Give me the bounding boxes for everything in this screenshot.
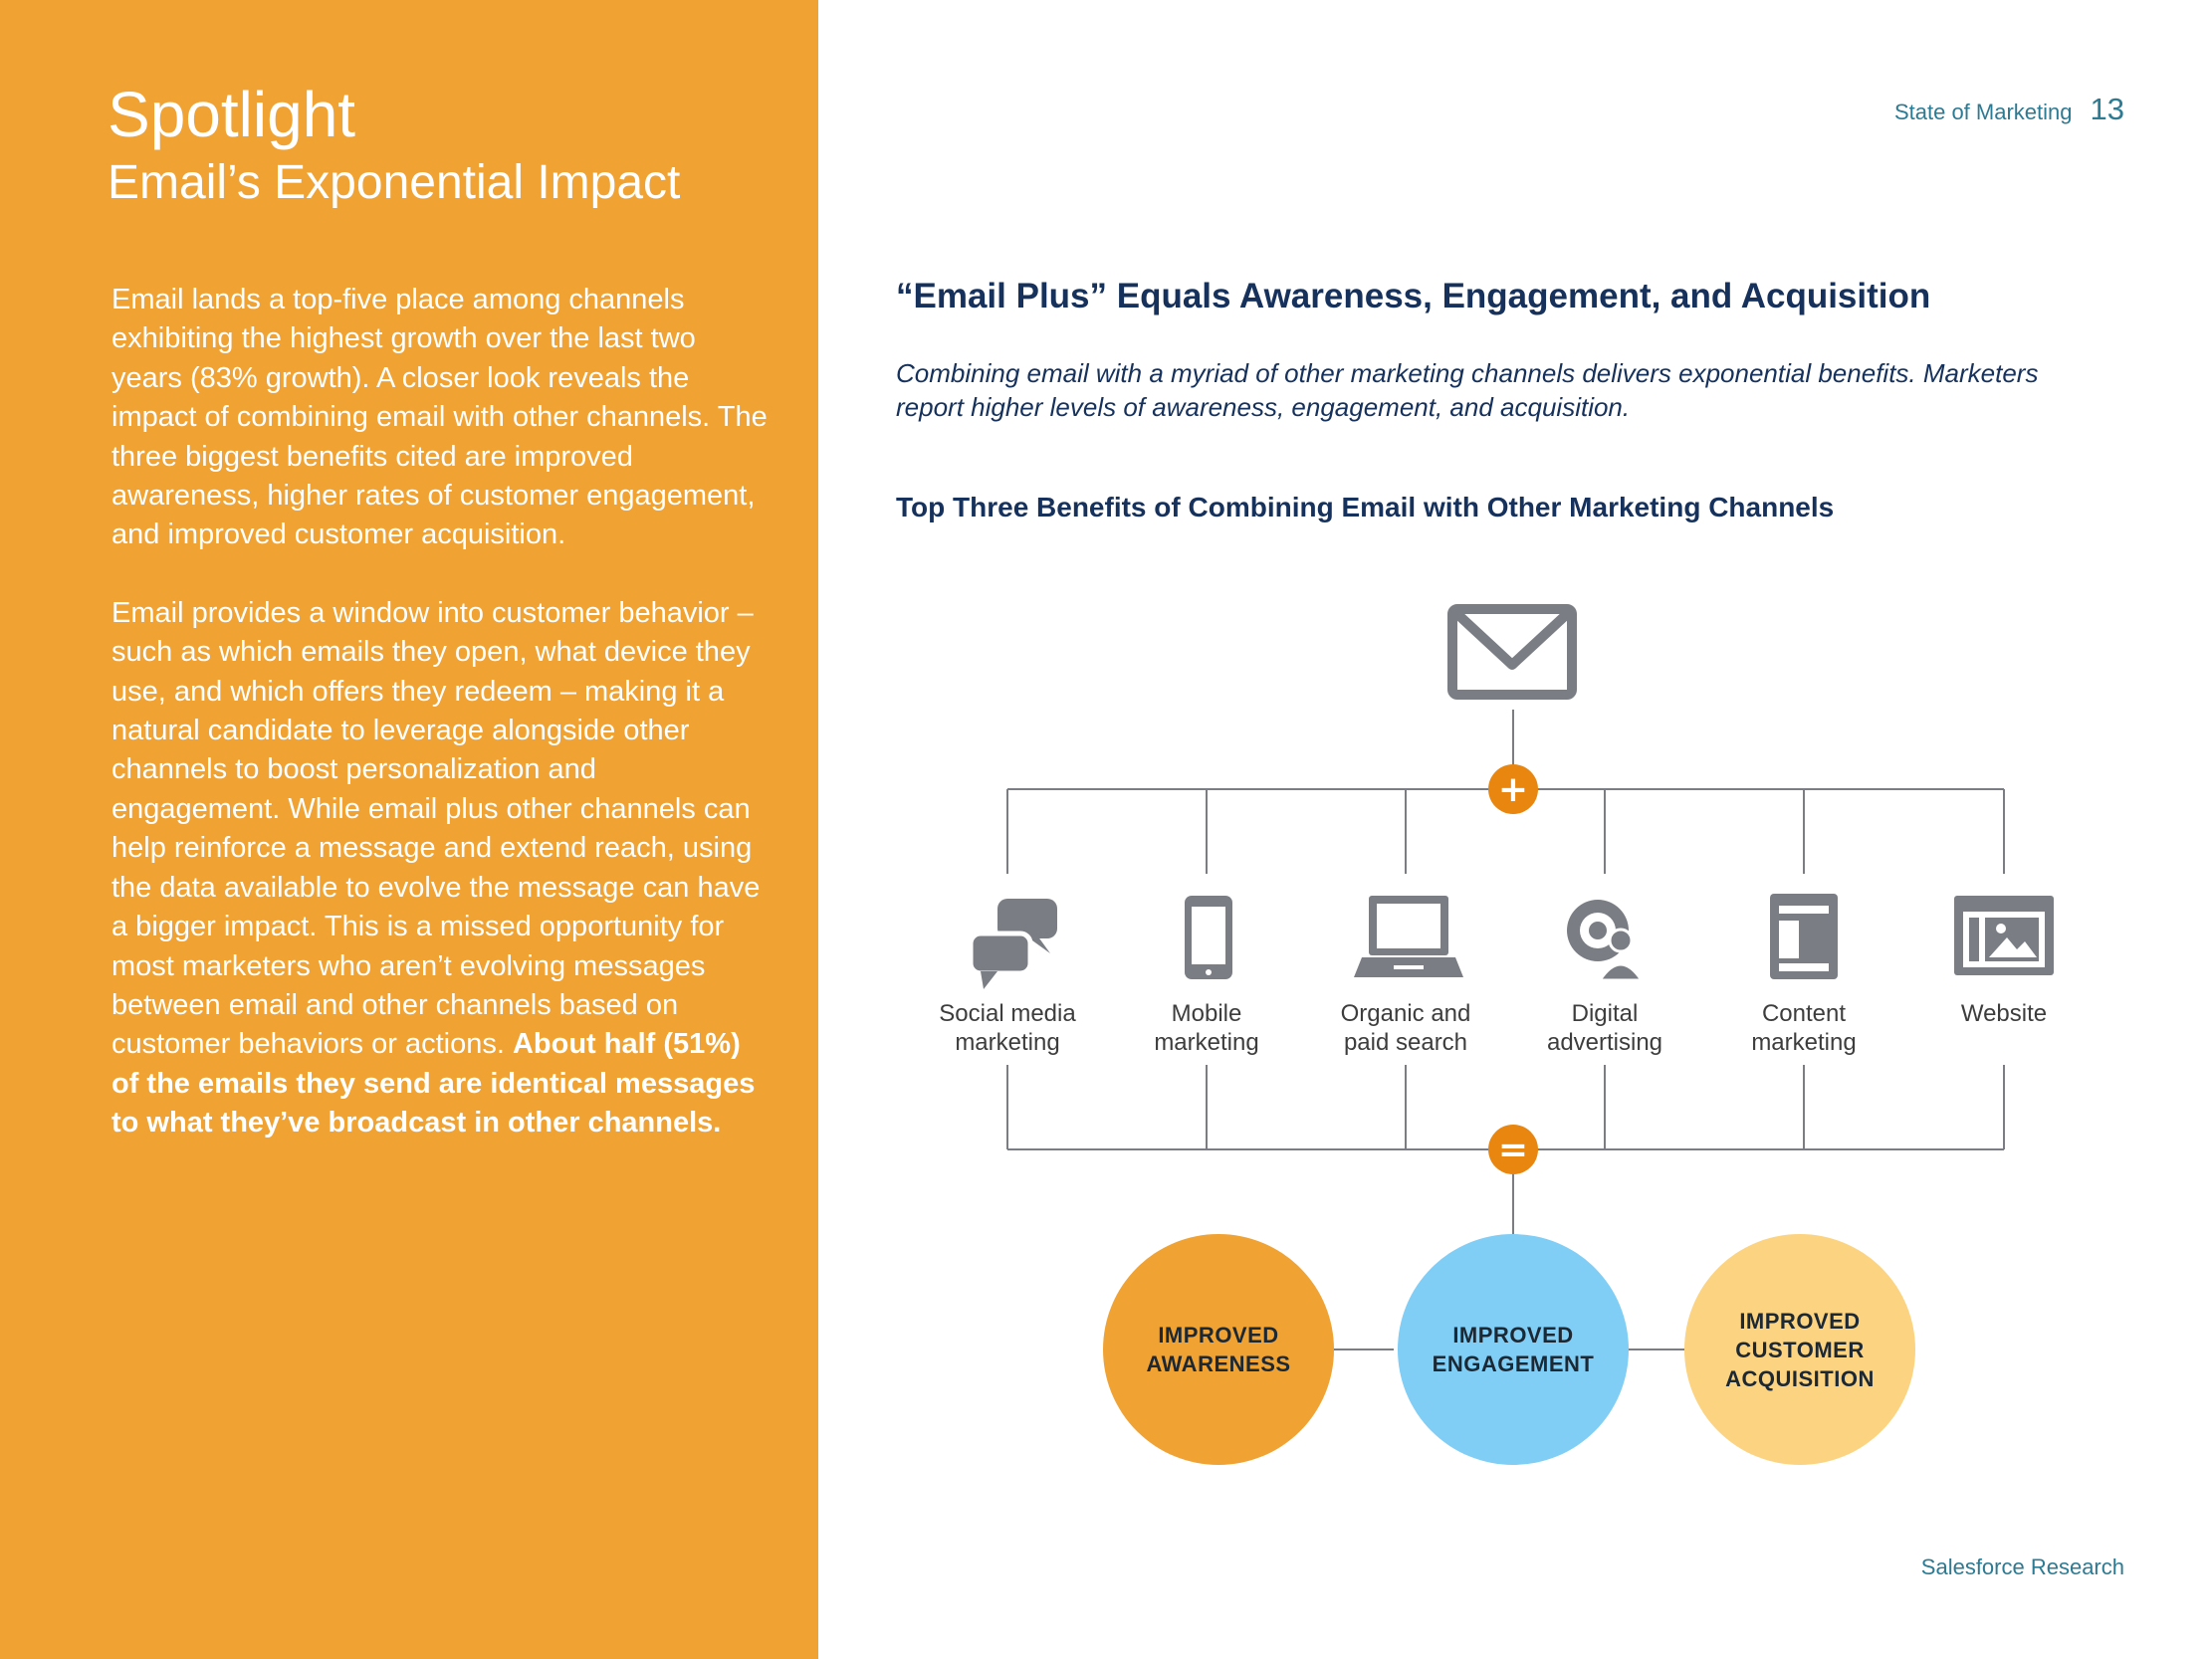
- footer-credit: Salesforce Research: [1920, 1555, 2124, 1579]
- channel-label-social-media: [898, 999, 1117, 1057]
- document-title: State of Marketing: [1893, 100, 2073, 124]
- outcome-engagement-label: IMPROVED ENGAGEMENT: [1432, 1323, 1595, 1376]
- target-person-icon: [1567, 900, 1642, 980]
- section-heading: “Email Plus” Equals Awareness, Engagement, and Acquisition: [896, 277, 1931, 315]
- intro-text: Combining email with a myriad of other marketing channels delivers exponential benefits. Marketers report higher levels of awareness, engagement, and acquisition.: [896, 358, 2039, 422]
- document-layout-icon: [1770, 894, 1838, 979]
- chart-title: Top Three Benefits of Combining Email with Other Marketing Channels: [896, 492, 1835, 522]
- channel-label-search: [1296, 999, 1515, 1057]
- body-paragraph-2-text: Email provides a window into customer behavior – such as which emails they open, what device they use, and which offers they redeem – making it a natural candidate to leverage alongside other channels to boost personalization and engagement. While email plus other channels can help reinforce a message and extend reach, using the data available to evolve the message can have a bigger impact. This is a missed opportunity for most marketers who aren’t evolving messages between email and other channels based on customer behaviors or actions.: [111, 596, 761, 1061]
- channel-label-digital-advertising-text: Digital advertising: [1546, 1000, 1663, 1056]
- page-number: 13: [2090, 92, 2124, 126]
- envelope-icon: [1452, 609, 1572, 695]
- outcome-acquisition: [1684, 1234, 1915, 1465]
- plus-icon: [1488, 764, 1538, 814]
- equals-symbol: =: [1497, 1130, 1529, 1170]
- channel-label-digital-advertising: [1495, 999, 1714, 1057]
- body-paragraph-1: Email lands a top-five place among channels exhibiting the highest growth over the last two years (83% growth). A closer look reveals the impact of combining email with other channels. The three biggest benefits cited are improved awareness, higher rates of customer engagement, and improved customer acquisition.: [111, 284, 768, 551]
- channel-label-content: [1694, 999, 1913, 1057]
- spotlight-title: Spotlight: [108, 79, 356, 150]
- channel-label-content-text: Content marketing: [1751, 1000, 1857, 1056]
- outcome-engagement: [1398, 1234, 1629, 1465]
- mobile-phone-icon: [1185, 896, 1232, 979]
- equals-icon: [1488, 1125, 1538, 1174]
- channel-label-social-media-text: Social media marketing: [939, 1000, 1076, 1056]
- laptop-icon: [1354, 896, 1463, 977]
- channel-label-website: [1894, 999, 2113, 1028]
- channel-label-search-text: Organic and paid search: [1340, 1000, 1471, 1056]
- spotlight-subtitle: Email’s Exponential Impact: [108, 156, 681, 209]
- plus-symbol: +: [1497, 769, 1529, 810]
- browser-window-icon: [1954, 896, 2054, 975]
- outcome-awareness-label: IMPROVED AWARENESS: [1146, 1323, 1291, 1376]
- channel-label-mobile-text: Mobile marketing: [1154, 1000, 1259, 1056]
- outcome-awareness: [1103, 1234, 1334, 1465]
- channel-label-website-text: Website: [1960, 1000, 2048, 1027]
- channel-label-mobile: [1097, 999, 1316, 1057]
- body-paragraph-2-highlight: About half (51%) of the emails they send are identical messages to what they’ve broadcast in other channels.: [111, 1028, 756, 1140]
- outcome-acquisition-label: IMPROVED CUSTOMER ACQUISITION: [1725, 1308, 1875, 1391]
- chat-bubbles-icon: [971, 899, 1057, 989]
